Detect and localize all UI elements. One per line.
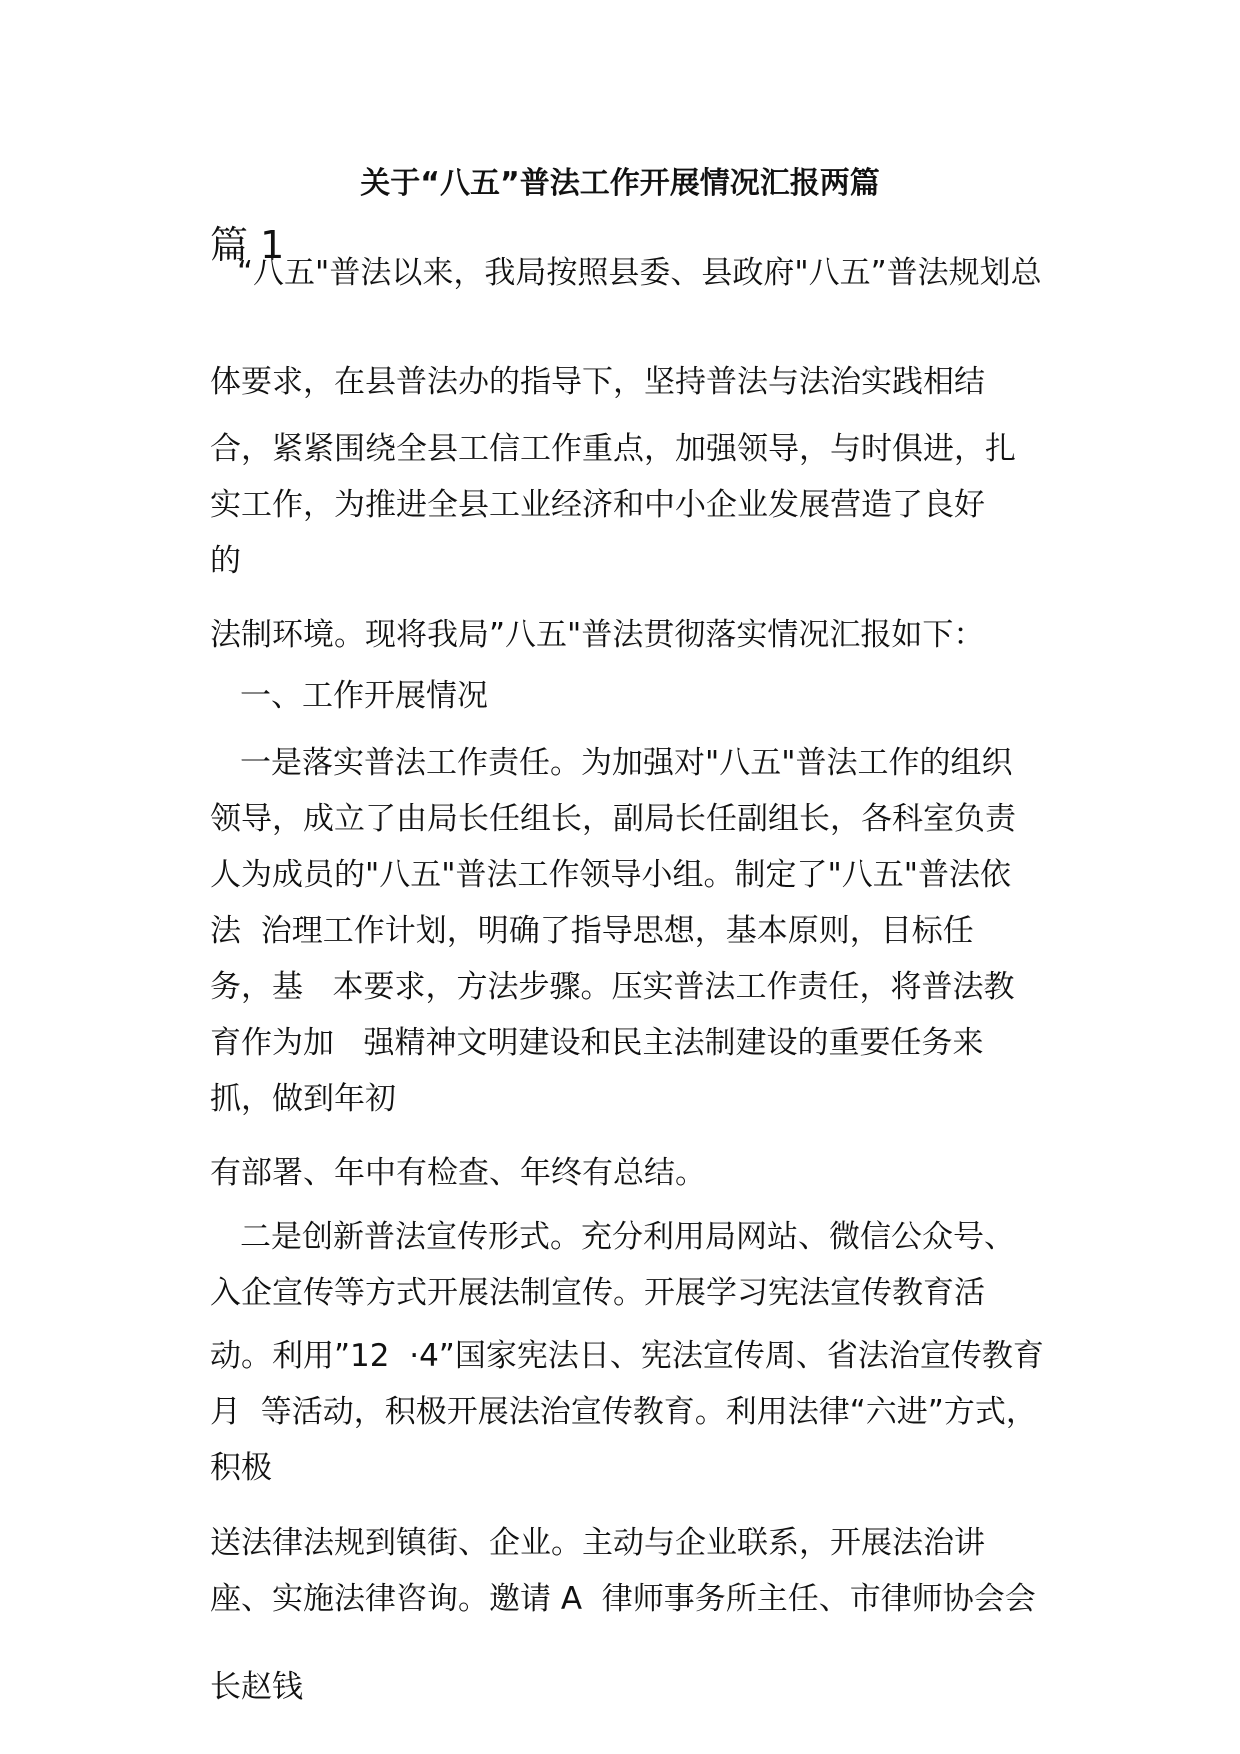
body-line: 法制环境。现将我局”八五"普法贯彻落实情况汇报如下：: [210, 617, 985, 653]
body-line: 长赵钱: [210, 1669, 303, 1705]
body-line: 送法律法规到镇街、企业。主动与企业联系，开展法治讲: [210, 1525, 985, 1561]
body-line: 体要求，在县普法办的指导下，坚持普法与法治实践相结: [210, 364, 985, 400]
body-line: 领导，成立了由局长任组长，副局长任副组长，各科室负责: [210, 801, 1016, 837]
body-line: 人为成员的"八五"普法工作领导小组。制定了"八五"普法依: [210, 857, 1012, 893]
body-line: 二是创新普法宣传形式。充分利用局网站、微信公众号、: [240, 1219, 1015, 1255]
body-line: 入企宣传等方式开展法制宣传。开展学习宪法宣传教育活: [210, 1275, 985, 1311]
body-line: 合，紧紧围绕全县工信工作重点，加强领导，与时俱进，扎: [210, 431, 1016, 467]
body-line: 有部署、年中有检查、年终有总结。: [210, 1155, 706, 1191]
body-line: 实工作，为推进全县工业经济和中小企业发展营造了良好: [210, 487, 985, 523]
body-line: 月 等活动，积极开展法治宣传教育。利用法律“六进”方式，: [210, 1394, 1037, 1430]
body-heading: 一、工作开展情况: [240, 678, 488, 714]
body-line: 务，基 本要求，方法步骤。压实普法工作责任，将普法教: [210, 969, 1015, 1005]
document-title: 关于“八五”普法工作开展情况汇报两篇: [360, 166, 880, 201]
body-line: 动。利用”12 ·4”国家宪法日、宪法宣传周、省法治宣传教育: [210, 1338, 1044, 1374]
body-line: 抓，做到年初: [210, 1081, 396, 1117]
body-line: 积极: [210, 1450, 272, 1486]
body-line: 育作为加 强精神文明建设和民主法制建设的重要任务来: [210, 1025, 984, 1061]
body-line: 的: [210, 543, 241, 579]
body-line: 一是落实普法工作责任。为加强对"八五"普法工作的组织: [240, 745, 1013, 781]
section-label: 篇 1: [210, 223, 285, 267]
body-line: 法 治理工作计划，明确了指导思想，基本原则，目标任: [210, 913, 974, 949]
body-line: “八五"普法以来，我局按照县委、县政府"八五”普法规划总: [237, 255, 1042, 291]
body-line: 座、实施法律咨询。邀请 A 律师事务所主任、市律师协会会: [210, 1581, 1036, 1617]
